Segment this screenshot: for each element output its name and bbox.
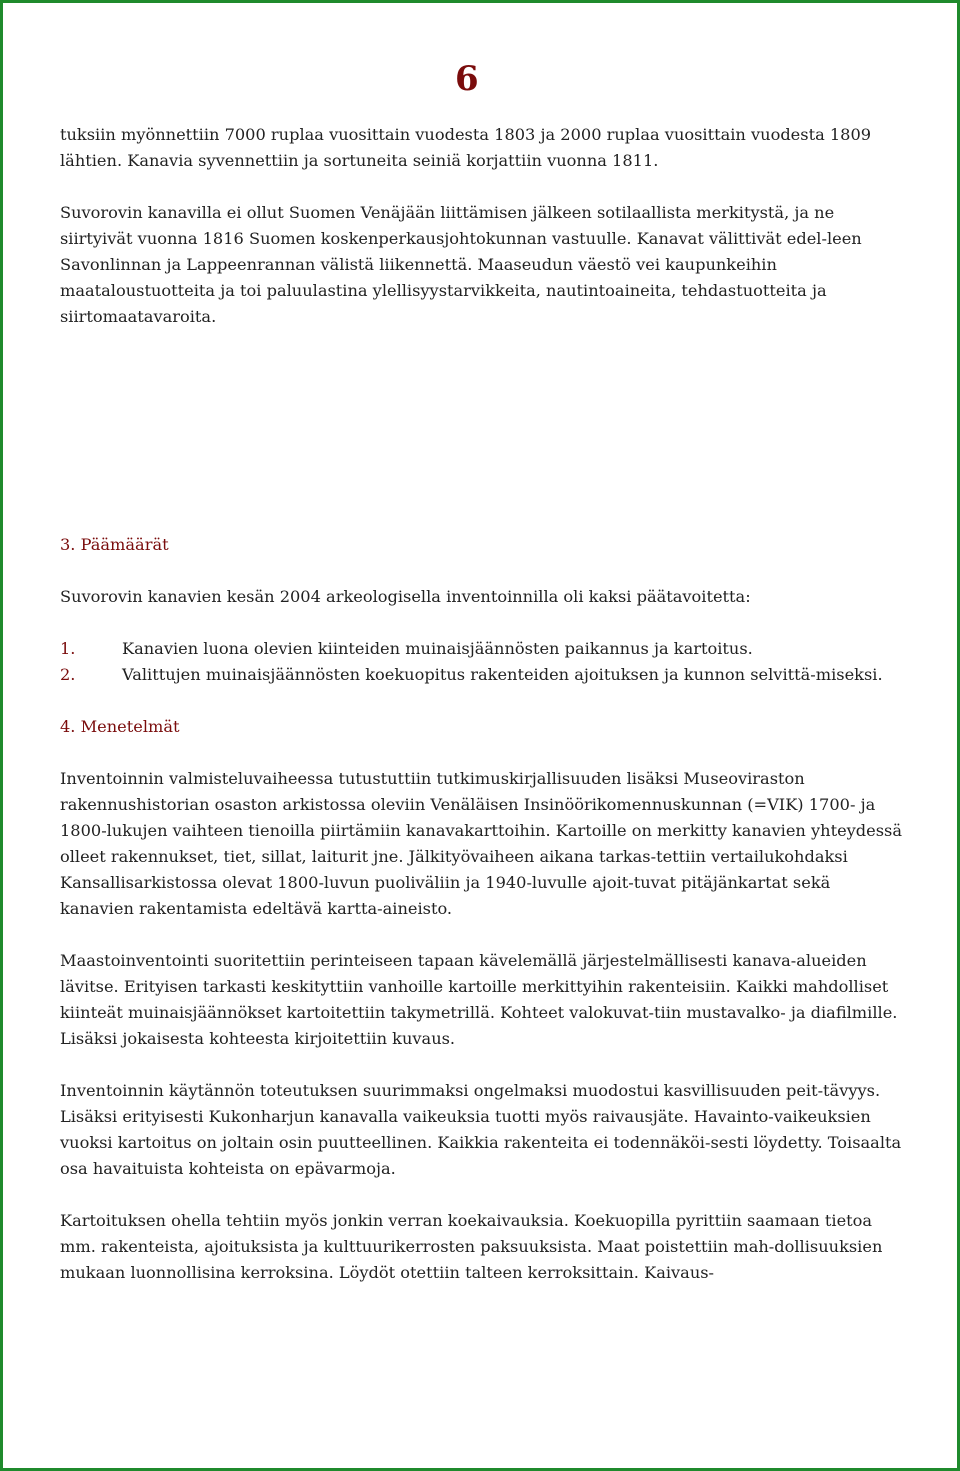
goals-list xyxy=(60,636,905,688)
paragraph-gap xyxy=(60,688,905,714)
section-heading-methods: 4. Menetelmät xyxy=(60,717,180,736)
list-item xyxy=(60,662,905,688)
list-item xyxy=(60,636,905,662)
paragraph-gap xyxy=(60,610,905,636)
paragraph-intro: tuksiin myönnettiin 7000 ruplaa vuosittain vuodesta 1803 ja 2000 ruplaa vuosittain vuodesta 1809 lähtien. Kanavia syvennettiin ja sortuneita seiniä korjattiin vuonna 1811. xyxy=(60,125,872,170)
list-item-text: Kanavien luona olevien kiinteiden muinaisjäännösten paikannus ja kartoitus. xyxy=(122,639,753,658)
paragraph-gap xyxy=(60,922,905,948)
paragraph-gap xyxy=(60,174,905,200)
section-gap xyxy=(60,330,905,532)
section-heading-goals: 3. Päämäärät xyxy=(60,535,169,554)
paragraph-suvorov: Suvorovin kanavilla ei ollut Suomen Venäjään liittämisen jälkeen sotilaallista merkitystä, ja ne siirtyivät vuonna 1816 Suomen koskenperkausjohtokunnan vastuulle. Kanavat välittivät edel-leen Savonlinnan ja Lappeenrannan välistä liikennettä. Maaseudun väestö vei kaupunkeihin maataloustuotteita ja toi paluulastina ylellisyystarvikkeita, nautintoaineita, tehdastuotteita ja siirtomaatavaroita. xyxy=(60,203,862,326)
paragraph-gap xyxy=(60,1182,905,1208)
paragraph-methods-2: Maastoinventointi suoritettiin perinteiseen tapaan kävelemällä järjestelmällisesti kanava-alueiden lävitse. Erityisen tarkasti keskityttiin vanhoille kartoille merkittyihin rakenteisiin. Kaikki mahdolliset kiinteät muinaisjäännökset kartoitettiin takymetrillä. Kohteet valokuvat-tiin mustavalko- ja diafilmille. Lisäksi jokaisesta kohteesta kirjoitettiin kuvaus. xyxy=(60,951,898,1048)
paragraph-gap xyxy=(60,1052,905,1078)
paragraph-goals-intro: Suvorovin kanavien kesän 2004 arkeologisella inventoinnilla oli kaksi päätavoitetta: xyxy=(60,587,751,606)
page-number: 6 xyxy=(455,59,479,99)
paragraph-gap xyxy=(60,740,905,766)
paragraph-gap xyxy=(60,558,905,584)
paragraph-methods-4: Kartoituksen ohella tehtiin myös jonkin verran koekaivauksia. Koekuopilla pyrittiin saamaan tietoa mm. rakenteista, ajoituksista ja kulttuurikerrosten paksuuksista. Maat poistettiin mah-dollisuuksien mukaan luonnollisina kerroksina. Löydöt otettiin talteen kerroksittain. Kaivaus- xyxy=(60,1211,883,1282)
document-body xyxy=(60,122,905,1286)
paragraph-methods-3: Inventoinnin käytännön toteutuksen suurimmaksi ongelmaksi muodostui kasvillisuuden peit-tävyys. Lisäksi erityisesti Kukonharjun kanavalla vaikeuksia tuotti myös raivausjäte. Havainto-vaikeuksien vuoksi kartoitus on joltain osin puutteellinen. Kaikkia rakenteita ei todennäköi-sesti löydetty. Toisaalta osa havaituista kohteista on epävarmoja. xyxy=(60,1081,902,1178)
paragraph-methods-1: Inventoinnin valmisteluvaiheessa tutustuttiin tutkimuskirjallisuuden lisäksi Museoviraston rakennushistorian osaston arkistossa oleviin Venäläisen Insinöörikomennuskunnan (=VIK) 1700- ja 1800-lukujen vaihteen tienoilla piirtämiin kanavakarttoihin. Kartoille on merkitty kanavien yhteydessä olleet rakennukset, tiet, sillat, laiturit jne. Jälkityövaiheen aikana tarkas-tettiin vertailukohdaksi Kansallisarkistossa olevat 1800-luvun puoliväliin ja 1940-luvulle ajoit-tuvat pitäjänkartat sekä kanavien rakentamista edeltävä kartta-aineisto. xyxy=(60,769,903,918)
list-item-text: Valittujen muinaisjäännösten koekuopitus rakenteiden ajoituksen ja kunnon selvittä-miseksi. xyxy=(122,665,883,684)
list-item-number: 2. xyxy=(60,665,76,684)
list-item-number: 1. xyxy=(60,639,76,658)
